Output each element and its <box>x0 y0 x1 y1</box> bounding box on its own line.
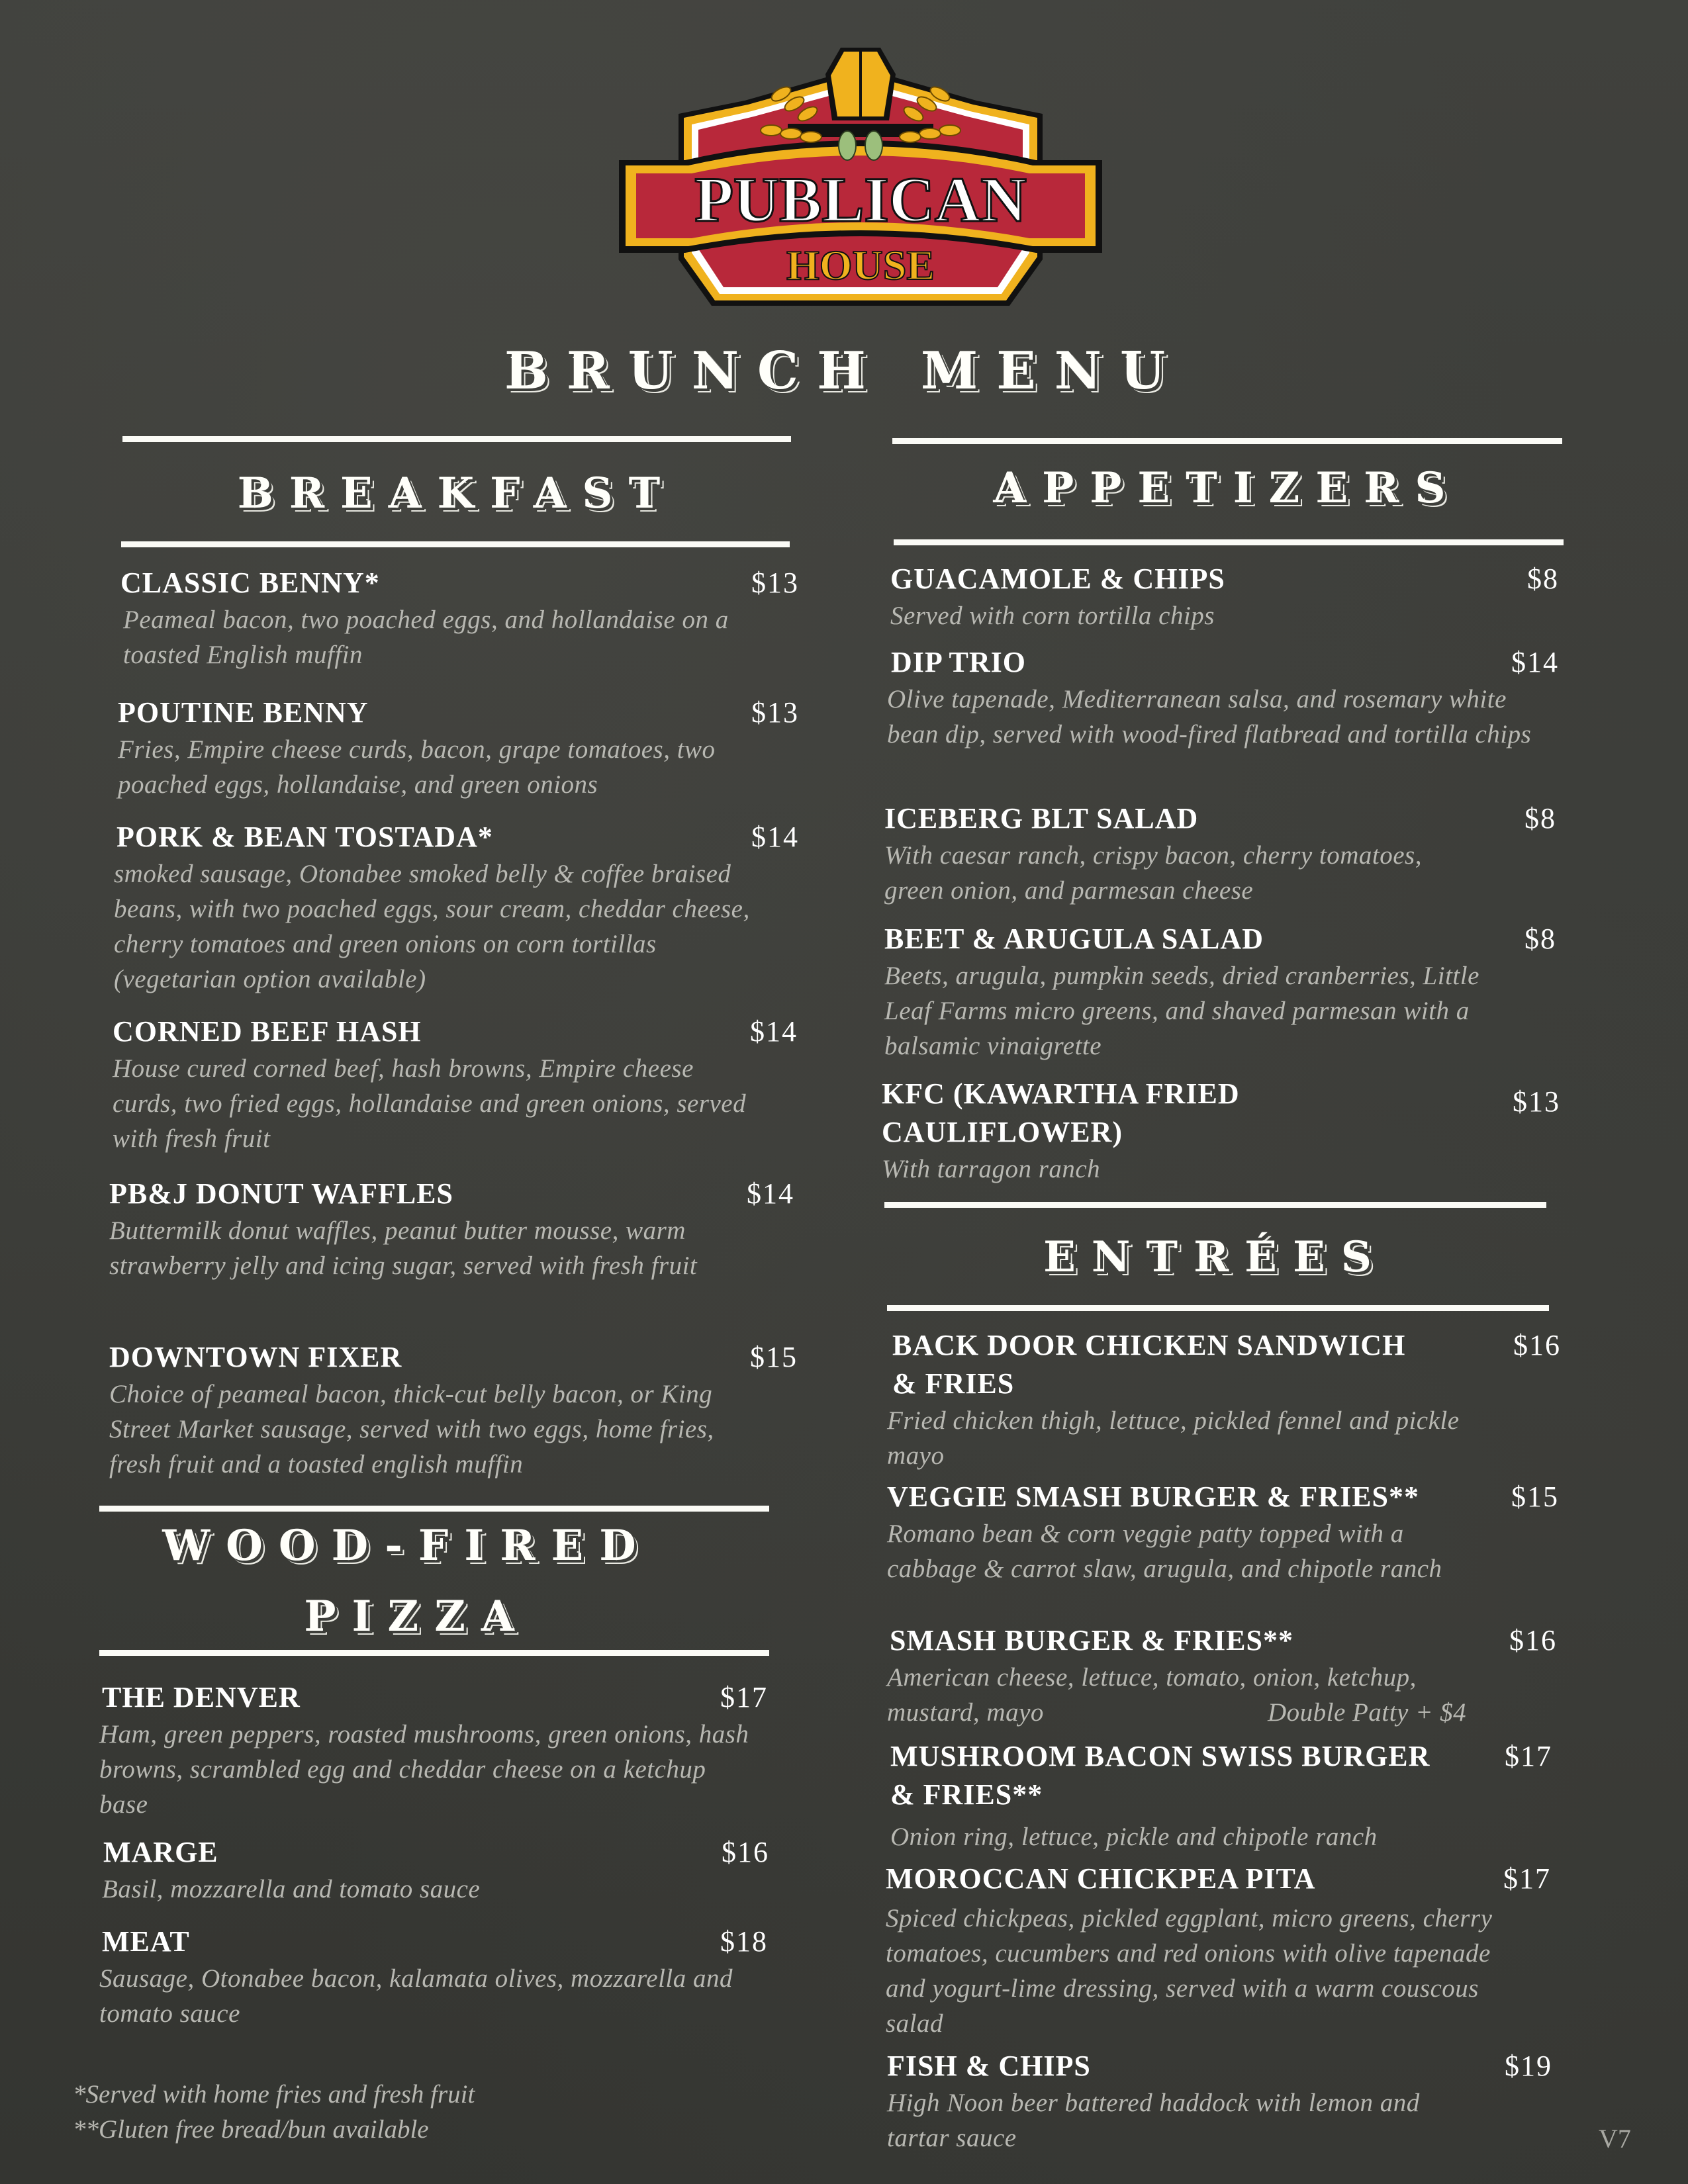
item-desc: Spiced chickpeas, pickled eggplant, micro greens, cherry tomatoes, cucumbers and red onions with olive tapenade and yogurt-lime dressing, served with a warm couscous salad <box>886 1904 1493 2038</box>
item-price: $14 <box>751 821 799 853</box>
double-patty-addon: Double Patty + $4 <box>1268 1698 1467 1727</box>
menu-item <box>890 560 1559 633</box>
divider <box>99 1506 769 1512</box>
footnotes <box>73 2077 475 2147</box>
item-name: CORNED BEEF HASH <box>113 1015 422 1048</box>
item-price: $16 <box>1509 1624 1557 1657</box>
item-price: $13 <box>751 696 799 729</box>
item-desc: Ham, green peppers, roasted mushrooms, green onions, hash browns, scrambled egg and cheddar cheese on a ketchup base <box>99 1720 749 1819</box>
menu-item <box>887 1621 1557 1730</box>
section-heading-breakfast: BREAKFAST <box>237 469 677 518</box>
menu-item <box>887 1326 1561 1473</box>
menu-item <box>113 1013 798 1156</box>
item-name: FISH & CHIPS <box>887 2050 1091 2082</box>
item-price: $8 <box>1524 802 1556 835</box>
logo-text-house: HOUSE <box>786 242 935 289</box>
item-price: $19 <box>1505 2050 1552 2082</box>
menu-item <box>886 1860 1551 2041</box>
menu-item <box>99 1833 769 1907</box>
menu-item <box>109 1338 798 1482</box>
section-heading-entrees: ENTRÉES <box>1043 1232 1387 1282</box>
item-desc: Buttermilk donut waffles, peanut butter mousse, warm strawberry jelly and icing sugar, served with fresh fruit <box>109 1216 698 1280</box>
page-title: BRUNCH MENU <box>504 341 1184 401</box>
logo-text-publican: PUBLICAN <box>694 164 1027 235</box>
item-price: $14 <box>1511 646 1559 678</box>
version-label: V7 <box>1599 2124 1631 2154</box>
item-price: $15 <box>750 1341 798 1373</box>
item-price: $17 <box>1505 1740 1552 1772</box>
item-price: $17 <box>1503 1862 1551 1895</box>
item-name: MUSHROOM BACON SWISS BURGER & FRIES** <box>890 1740 1430 1811</box>
item-desc: Romano bean & corn veggie patty topped with a cabbage & carrot slaw, arugula, and chipotle ranch <box>887 1520 1442 1583</box>
divider <box>121 541 790 547</box>
section-heading-appetizers: APPETIZERS <box>993 463 1462 513</box>
menu-item <box>887 2047 1552 2156</box>
section-heading-pizza-line1: WOOD-FIRED <box>162 1521 652 1570</box>
divider <box>122 436 791 442</box>
item-desc: Choice of peameal bacon, thick-cut belly bacon, or King Street Market sausage, served with two eggs, home fries, fresh fruit and a toasted english muffin <box>109 1380 714 1479</box>
item-desc: House cured corned beef, hash browns, Empire cheese curds, two fried eggs, hollandaise and green onions, served with fresh fruit <box>113 1054 747 1153</box>
item-name: DOWNTOWN FIXER <box>109 1341 402 1373</box>
menu-item <box>99 1678 768 1822</box>
item-price: $18 <box>720 1925 768 1958</box>
item-desc: With tarragon ranch <box>882 1155 1101 1183</box>
item-name: PB&J DONUT WAFFLES <box>109 1177 454 1210</box>
item-desc: Fried chicken thigh, lettuce, pickled fennel and pickle mayo <box>887 1406 1460 1470</box>
item-desc: smoked sausage, Otonabee smoked belly & coffee braised beans, with two poached eggs, sour cream, cheddar cheese, cherry tomatoes and green onions on corn tortillas (vegetarian option available) <box>114 860 750 993</box>
item-price: $14 <box>750 1015 798 1048</box>
item-desc: Basil, mozzarella and tomato sauce <box>102 1875 481 1903</box>
item-desc: Peameal bacon, two poached eggs, and hollandaise on a toasted English muffin <box>123 606 729 669</box>
item-name: SMASH BURGER & FRIES** <box>890 1624 1293 1657</box>
menu-item <box>890 1737 1552 1854</box>
item-desc: Sausage, Otonabee bacon, kalamata olives, mozzarella and tomato sauce <box>99 1964 733 2028</box>
item-name: POUTINE BENNY <box>118 696 369 729</box>
item-name: GUACAMOLE & CHIPS <box>890 563 1225 595</box>
menu-item <box>884 920 1556 1064</box>
item-price: $13 <box>751 567 799 599</box>
item-desc: Onion ring, lettuce, pickle and chipotle ranch <box>890 1823 1378 1851</box>
divider <box>884 1202 1546 1208</box>
divider <box>99 1650 769 1656</box>
item-name: BEET & ARUGULA SALAD <box>884 923 1264 955</box>
divider <box>887 1305 1549 1311</box>
item-price: $8 <box>1527 563 1559 595</box>
publican-house-logo <box>612 41 1109 306</box>
footnote-served-with: *Served with home fries and fresh fruit <box>73 2080 475 2109</box>
menu-item <box>887 1478 1559 1586</box>
section-heading-pizza-line2: PIZZA <box>304 1592 530 1641</box>
item-name: DIP TRIO <box>891 646 1027 678</box>
item-desc: Olive tapenade, Mediterranean salsa, and rosemary white bean dip, served with wood-fired flatbread and tortilla chips <box>887 685 1532 749</box>
footnote-gluten-free: **Gluten free bread/bun available <box>73 2115 429 2144</box>
divider <box>892 438 1562 444</box>
item-desc: With caesar ranch, crispy bacon, cherry tomatoes, green onion, and parmesan cheese <box>884 841 1422 905</box>
menu-item <box>120 564 799 672</box>
item-name: KFC (KAWARTHA FRIED CAULIFLOWER) <box>882 1077 1240 1148</box>
menu-item <box>114 818 799 997</box>
item-desc: Beets, arugula, pumpkin seeds, dried cranberries, Little Leaf Farms micro greens, and shaved parmesan with a balsamic vinaigrette <box>884 962 1479 1060</box>
menu-item <box>884 799 1556 908</box>
item-name: THE DENVER <box>102 1681 301 1713</box>
item-price: $13 <box>1513 1085 1560 1118</box>
item-name: MOROCCAN CHICKPEA PITA <box>886 1862 1316 1895</box>
item-price: $16 <box>1513 1329 1561 1361</box>
item-desc: Served with corn tortilla chips <box>890 602 1215 630</box>
item-name: CLASSIC BENNY* <box>120 567 380 599</box>
item-desc: Fries, Empire cheese curds, bacon, grape tomatoes, two poached eggs, hollandaise, and green onions <box>118 735 716 799</box>
item-price: $8 <box>1524 923 1556 955</box>
item-name: VEGGIE SMASH BURGER & FRIES** <box>887 1480 1420 1513</box>
logo-emblem-icon <box>612 41 1109 306</box>
item-price: $16 <box>722 1836 769 1868</box>
item-name: ICEBERG BLT SALAD <box>884 802 1199 835</box>
item-name: MEAT <box>102 1925 190 1958</box>
menu-item <box>118 694 799 802</box>
menu-item <box>109 1175 794 1283</box>
menu-item <box>882 1075 1560 1187</box>
item-price: $15 <box>1511 1480 1559 1513</box>
divider <box>894 539 1564 545</box>
menu-item <box>99 1923 768 2031</box>
item-name: PORK & BEAN TOSTADA* <box>117 821 493 853</box>
item-price: $14 <box>747 1177 794 1210</box>
item-name: MARGE <box>103 1836 218 1868</box>
item-desc: High Noon beer battered haddock with lemon and tartar sauce <box>887 2089 1420 2152</box>
menu-item <box>887 643 1559 752</box>
item-name: BACK DOOR CHICKEN SANDWICH & FRIES <box>892 1329 1406 1400</box>
item-price: $17 <box>720 1681 768 1713</box>
item-desc: American cheese, lettuce, tomato, onion, ketchup, mustard, mayo <box>887 1663 1417 1727</box>
